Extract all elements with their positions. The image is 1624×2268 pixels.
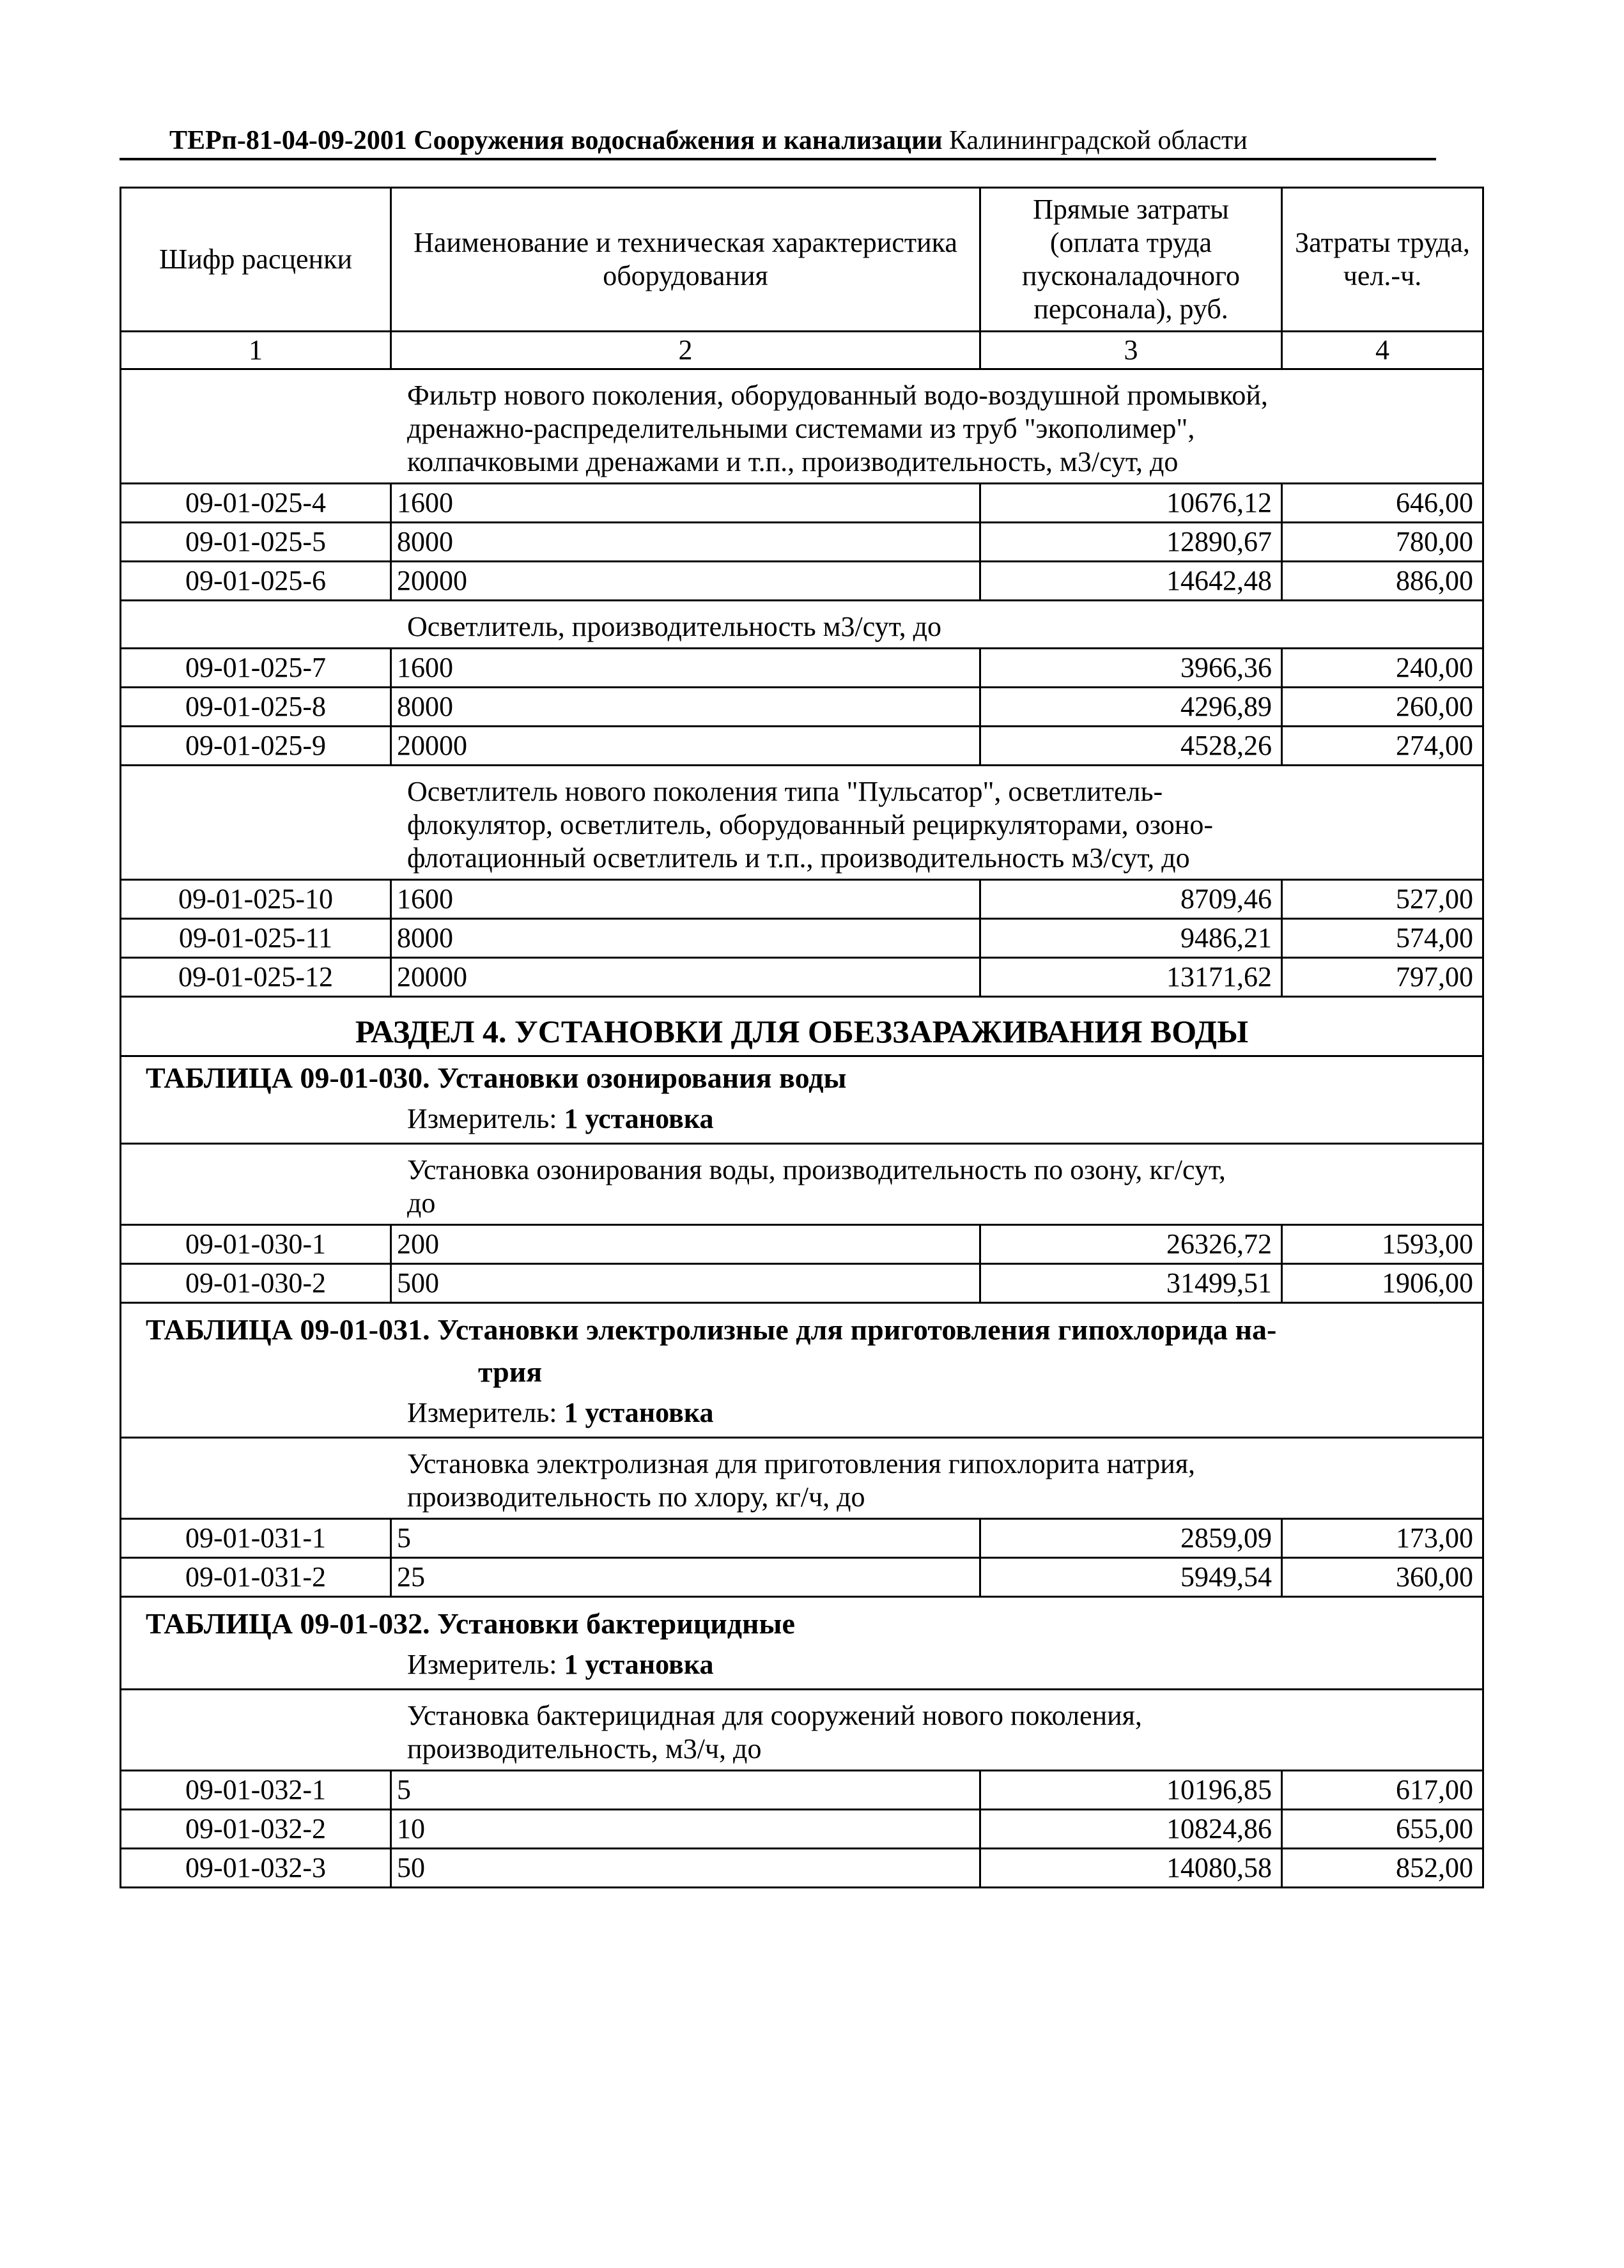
capacity-value: 1600 [391,649,980,688]
labor-cost-value: 1593,00 [1282,1225,1483,1264]
table-row [121,1519,1483,1558]
rates-table [120,187,1484,1888]
rate-code: 09-01-030-1 [121,1225,391,1264]
rate-code: 09-01-025-12 [121,958,391,997]
group-description: Фильтр нового поколения, оборудованный водо-воздушной промывкой, дренажно-распределительными системами из труб "экополимер", колпачковыми дренажами и т.п., производительность, м3/сут, до [407,380,1268,477]
measure-label: Измеритель: [407,1103,557,1134]
rate-code: 09-01-025-4 [121,484,391,523]
measure-value: 1 установка [564,1397,714,1428]
capacity-value: 10 [391,1810,980,1849]
labor-cost-value: 780,00 [1282,523,1483,562]
table-row [121,1558,1483,1597]
measure-value: 1 установка [564,1649,714,1680]
table-row [121,1849,1483,1888]
measure-unit [130,1645,1473,1688]
table-row [121,562,1483,601]
labor-cost-value: 797,00 [1282,958,1483,997]
table-title-cell [121,1056,1483,1144]
table-row [121,688,1483,727]
table-row [121,1810,1483,1849]
rate-code: 09-01-032-1 [121,1771,391,1810]
table-row [121,649,1483,688]
capacity-value: 5 [391,1771,980,1810]
page-header [169,125,1248,156]
group-description: Осветлитель нового поколения типа "Пульсатор", осветлитель-флокулятор, осветлитель, оборудованный рециркуляторами, озоно-флотационный осветлитель и т.п., производительность м3/сут, до [407,776,1214,874]
labor-cost-value: 527,00 [1282,880,1483,919]
rate-code: 09-01-032-2 [121,1810,391,1849]
group-description-cell [121,1690,1483,1771]
table-title [130,1309,1473,1393]
column-header-labor: Затраты труда, чел.-ч. [1282,188,1483,332]
direct-cost-value: 31499,51 [980,1264,1282,1303]
rate-code: 09-01-025-10 [121,880,391,919]
column-number: 4 [1282,332,1483,369]
group-description-cell [121,1144,1483,1225]
column-number: 2 [391,332,980,369]
rate-code: 09-01-025-8 [121,688,391,727]
table-title-row [121,1303,1483,1438]
document-code-title: ТЕРп-81-04-09-2001 Сооружения водоснабжения и канализации [169,126,943,155]
labor-cost-value: 655,00 [1282,1810,1483,1849]
table-title-continuation: трия [478,1355,543,1388]
table-row [121,484,1483,523]
direct-cost-value: 10824,86 [980,1810,1282,1849]
direct-cost-value: 12890,67 [980,523,1282,562]
group-description-cell [121,766,1483,880]
capacity-value: 5 [391,1519,980,1558]
capacity-value: 20000 [391,727,980,766]
labor-cost-value: 240,00 [1282,649,1483,688]
group-description-cell [121,601,1483,649]
capacity-value: 25 [391,1558,980,1597]
rate-code: 09-01-025-11 [121,919,391,958]
direct-cost-value: 14080,58 [980,1849,1282,1888]
labor-cost-value: 260,00 [1282,688,1483,727]
measure-value: 1 установка [564,1103,714,1134]
capacity-value: 50 [391,1849,980,1888]
column-number: 3 [980,332,1282,369]
table-title [130,1603,1473,1645]
measure-unit [130,1393,1473,1437]
group-description-row [121,601,1483,649]
capacity-value: 200 [391,1225,980,1264]
table-row [121,919,1483,958]
labor-cost-value: 852,00 [1282,1849,1483,1888]
direct-cost-value: 10676,12 [980,484,1282,523]
group-description-row [121,1438,1483,1519]
rate-code: 09-01-025-5 [121,523,391,562]
direct-cost-value: 13171,62 [980,958,1282,997]
table-title-text: ТАБЛИЦА 09-01-032. Установки бактерицидные [146,1607,795,1640]
direct-cost-value: 2859,09 [980,1519,1282,1558]
group-description-cell [121,369,1483,484]
direct-cost-value: 4296,89 [980,688,1282,727]
capacity-value: 1600 [391,484,980,523]
column-header-direct-costs: Прямые затраты (оплата труда пусконаладочного персонала), руб. [980,188,1282,332]
capacity-value: 20000 [391,958,980,997]
rate-code: 09-01-030-2 [121,1264,391,1303]
direct-cost-value: 5949,54 [980,1558,1282,1597]
table-title [130,1057,1473,1099]
direct-cost-value: 26326,72 [980,1225,1282,1264]
table-title-row [121,1056,1483,1144]
column-header-code: Шифр расценки [121,188,391,332]
rate-code: 09-01-031-1 [121,1519,391,1558]
capacity-value: 8000 [391,919,980,958]
direct-cost-value: 14642,48 [980,562,1282,601]
table-row [121,880,1483,919]
group-description-row [121,766,1483,880]
capacity-value: 8000 [391,688,980,727]
column-number: 1 [121,332,391,369]
direct-cost-value: 3966,36 [980,649,1282,688]
direct-cost-value: 10196,85 [980,1771,1282,1810]
table-title-row [121,1597,1483,1690]
section-title-row [121,997,1483,1056]
section-title-cell [121,997,1483,1056]
section-title: РАЗДЕЛ 4. УСТАНОВКИ ДЛЯ ОБЕЗЗАРАЖИВАНИЯ ВОДЫ [355,1014,1249,1049]
group-description: Установка бактерицидная для сооружений нового поколения, производительность, м3/ч, до [407,1700,1142,1764]
table-header-row [121,188,1483,332]
rate-code: 09-01-031-2 [121,1558,391,1597]
capacity-value: 20000 [391,562,980,601]
column-number-row [121,332,1483,369]
measure-unit [130,1099,1473,1143]
labor-cost-value: 274,00 [1282,727,1483,766]
table-row [121,523,1483,562]
table-title-text: ТАБЛИЦА 09-01-030. Установки озонирования воды [146,1061,847,1094]
capacity-value: 8000 [391,523,980,562]
direct-cost-value: 4528,26 [980,727,1282,766]
table-title-cell [121,1597,1483,1690]
group-description-row [121,369,1483,484]
labor-cost-value: 617,00 [1282,1771,1483,1810]
table-row [121,727,1483,766]
labor-cost-value: 173,00 [1282,1519,1483,1558]
table-row [121,1771,1483,1810]
group-description: Установка озонирования воды, производительность по озону, кг/сут, до [407,1154,1226,1219]
measure-label: Измеритель: [407,1397,557,1428]
header-divider [120,158,1436,160]
group-description-row [121,1690,1483,1771]
table-title-text: ТАБЛИЦА 09-01-031. Установки электролизные для приготовления гипохлорида на- [146,1313,1277,1346]
capacity-value: 1600 [391,880,980,919]
group-description: Установка электролизная для приготовления гипохлорита натрия, производительность по хлору, кг/ч, до [407,1448,1196,1513]
rate-code: 09-01-025-6 [121,562,391,601]
group-description-row [121,1144,1483,1225]
labor-cost-value: 886,00 [1282,562,1483,601]
region-name: Калининградской области [949,126,1248,155]
table-title-cell [121,1303,1483,1438]
labor-cost-value: 1906,00 [1282,1264,1483,1303]
column-header-name: Наименование и техническая характеристика оборудования [391,188,980,332]
labor-cost-value: 574,00 [1282,919,1483,958]
capacity-value: 500 [391,1264,980,1303]
rate-code: 09-01-032-3 [121,1849,391,1888]
table-row [121,1225,1483,1264]
group-description-cell [121,1438,1483,1519]
labor-cost-value: 360,00 [1282,1558,1483,1597]
direct-cost-value: 8709,46 [980,880,1282,919]
rate-code: 09-01-025-9 [121,727,391,766]
rate-code: 09-01-025-7 [121,649,391,688]
table-row [121,958,1483,997]
measure-label: Измеритель: [407,1649,557,1680]
table-row [121,1264,1483,1303]
labor-cost-value: 646,00 [1282,484,1483,523]
direct-cost-value: 9486,21 [980,919,1282,958]
group-description: Осветлитель, производительность м3/сут, до [407,611,941,642]
